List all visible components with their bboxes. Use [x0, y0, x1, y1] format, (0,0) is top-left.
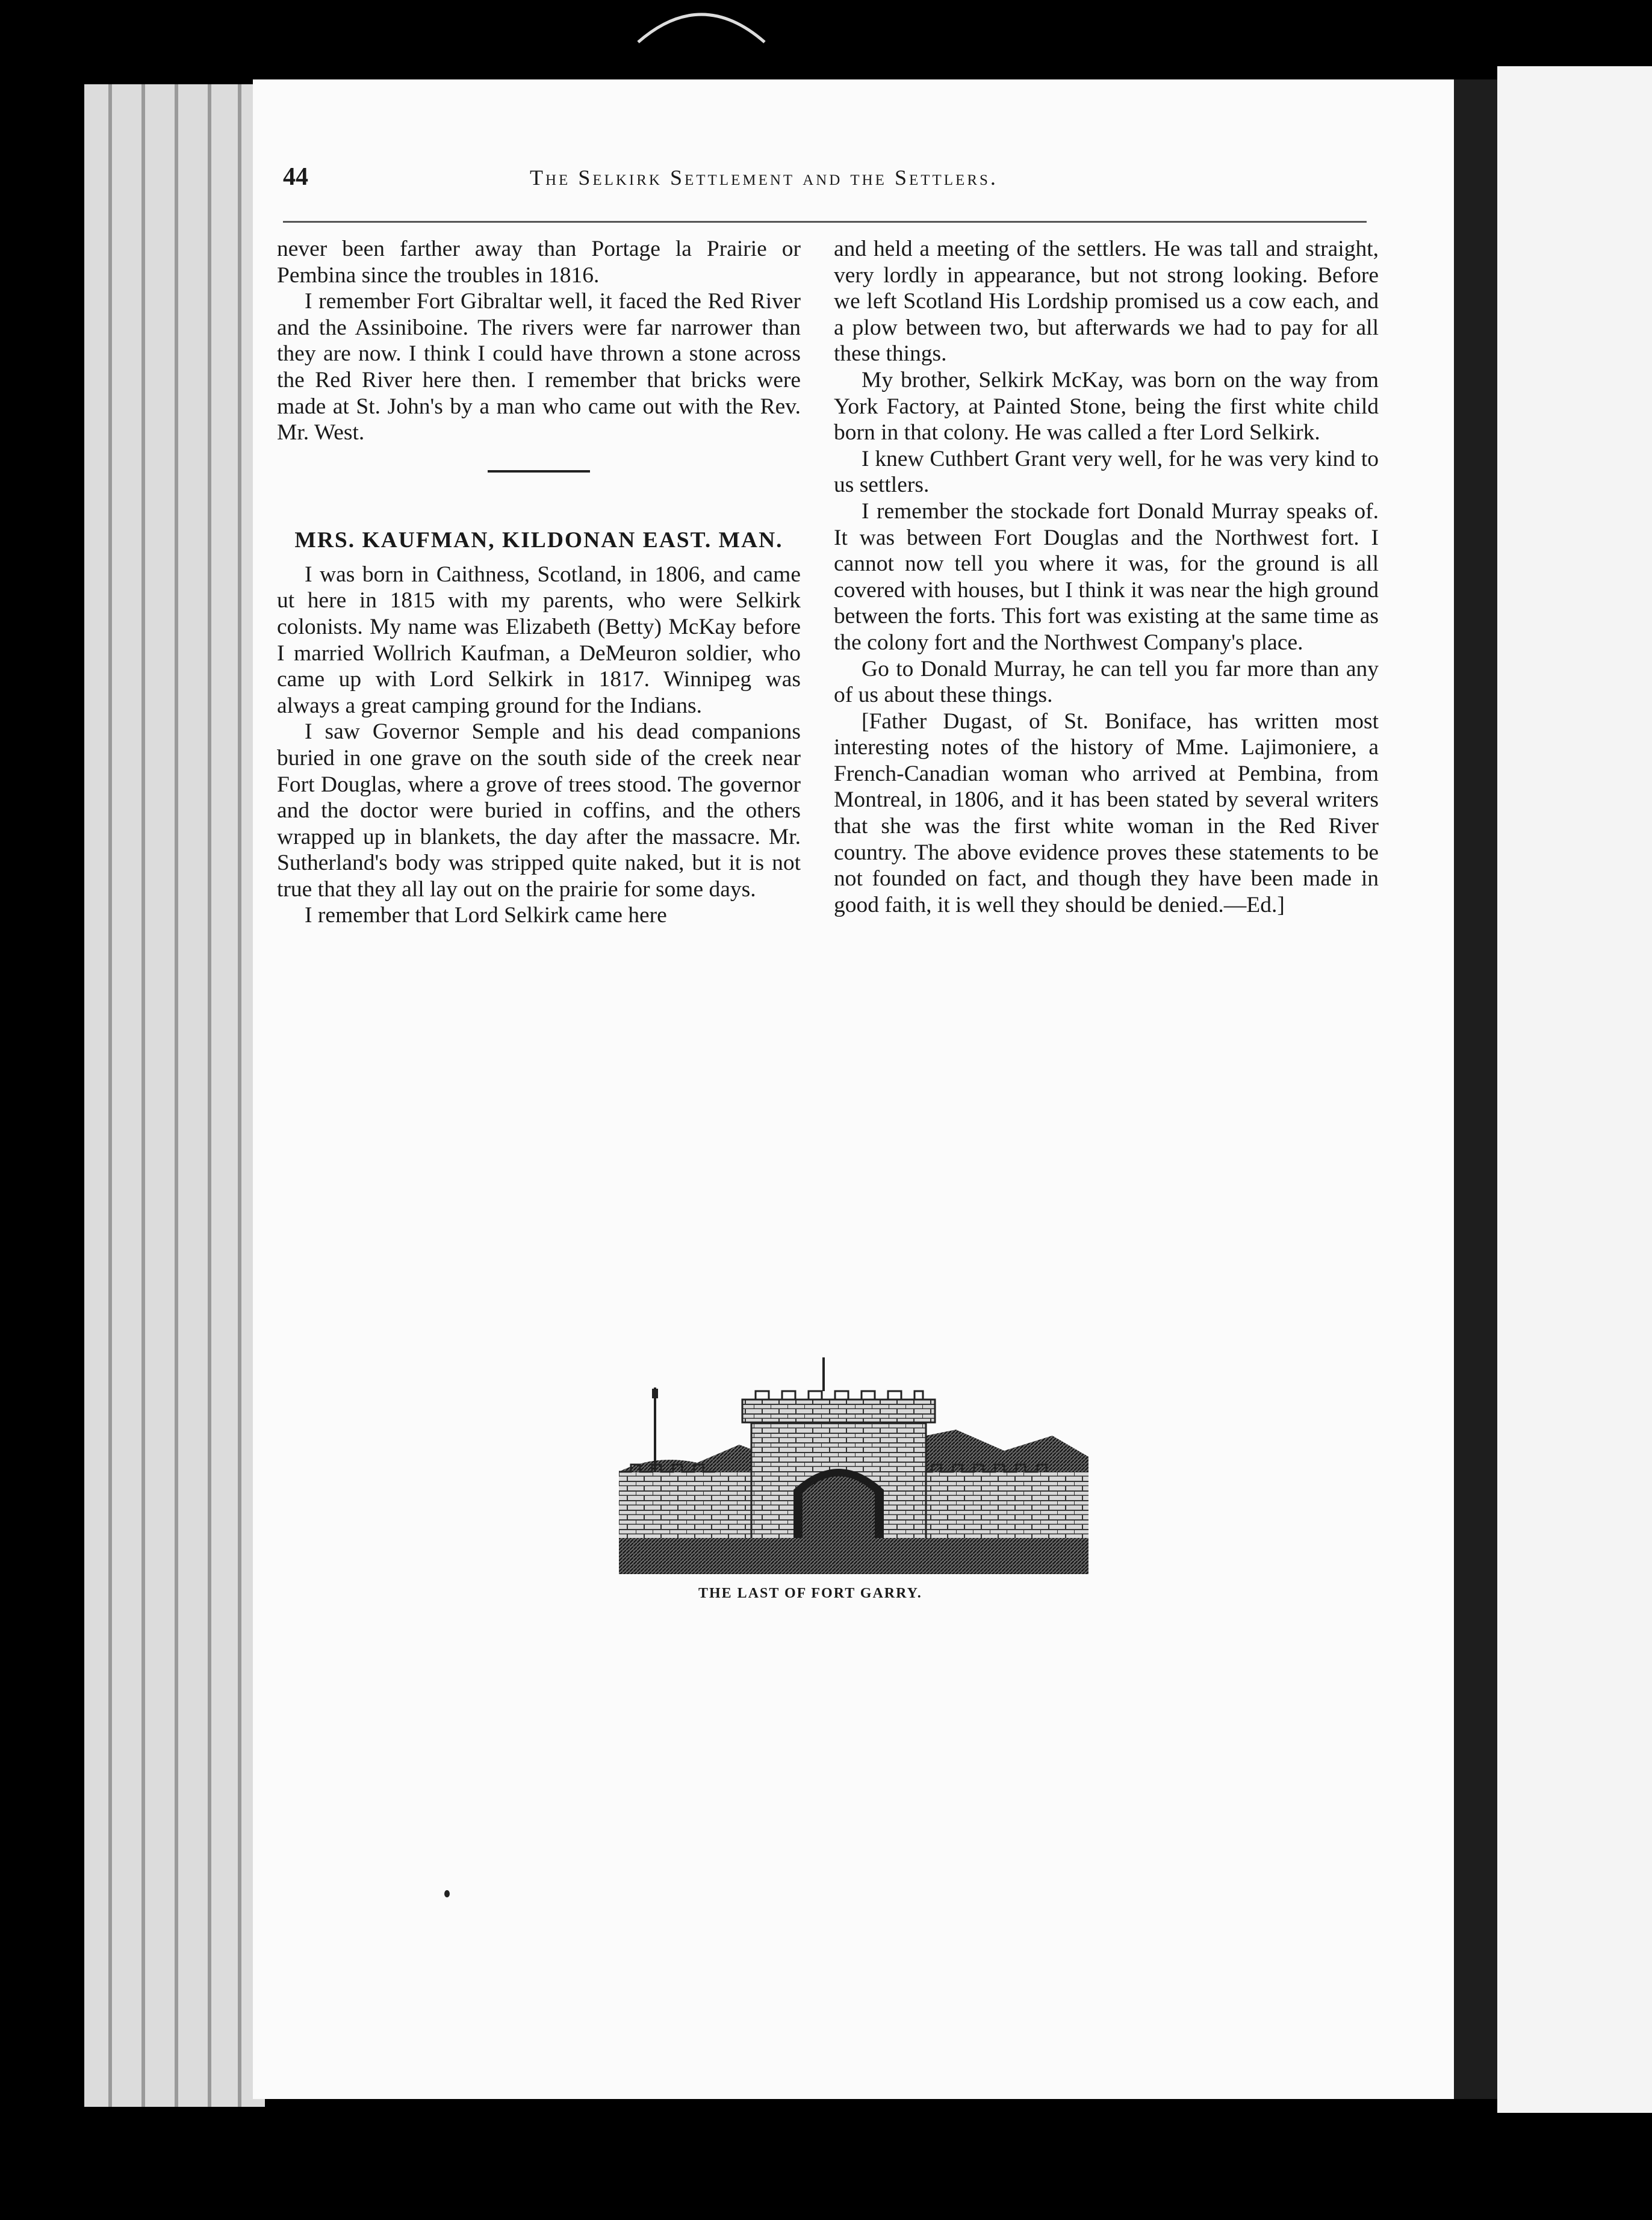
page-stack-edges — [84, 84, 265, 2107]
paragraph: Go to Donald Murray, he can tell you far more than any of us about these things. — [834, 656, 1379, 708]
ink-speck — [444, 1890, 450, 1897]
paragraph: My brother, Selkirk McKay, was born on the way from York Factory, at Painted Stone, being the first white child born in that colony. He was called a fter Lord Selkirk. — [834, 367, 1379, 445]
paragraph: I remember Fort Gibraltar well, it faced the Red River and the Assiniboine. The rivers were far narrower than they are now. I think I could have thrown a stone across the Red River here then. I remember that bricks were made at St. John's by a man who came out with the Rev. Mr. West. — [277, 289, 801, 445]
page-header — [283, 163, 1108, 199]
left-column — [277, 236, 801, 929]
paragraph: I remember the stockade fort Donald Murray speaks of. It was between Fort Douglas and the Northwest fort. I cannot now tell you where it was, for the ground is all covered with houses, but I think it was near the high ground between the forts. This fort was existing at the same time as the colony fort and the Northwest Company's place. — [834, 498, 1379, 655]
running-head: The Selkirk Settlement and the Settlers. — [530, 166, 998, 190]
header-rule — [283, 221, 1367, 223]
paragraph: I was born in Caithness, Scotland, in 1806, and came ut here in 1815 with my parents, who were Selkirk colonists. My name was Elizabeth (Betty) McKay before I married Wollrich Kaufman, a DeMeuron soldier, who came up with Lord Selkirk in 1817. Winnipeg was always a great camping ground for the Indians. — [277, 562, 801, 718]
section-separator — [488, 470, 590, 473]
figure-caption: THE LAST OF FORT GARRY. — [698, 1586, 922, 1601]
paragraph: I knew Cuthbert Grant very well, for he was very kind to us settlers. — [834, 446, 1379, 498]
page-number: 44 — [283, 163, 308, 191]
paragraph: and held a meeting of the settlers. He was tall and straight, very lordly in appearance, but not strong looking. Before we left Scotland His Lordship promised us a cow each, and a plow between two, but afterwards we had to pay for all these things. — [834, 237, 1379, 367]
paragraph: I saw Governor Semple and his dead companions buried in one grave on the south side of the creek near Fort Douglas, where a grove of trees stood. The governor and the doctor were buried in coffins, and the others wrapped up in blankets, the day after the massacre. Mr. Sutherland's body was stripped quite naked, but it is not true that they all lay out on the prairie for some days. — [277, 719, 801, 902]
paragraph: never been farther away than Portage la Prairie or Pembina since the troubles in 1816. — [277, 237, 801, 288]
paragraph: I remember that Lord Selkirk came here — [305, 903, 667, 928]
binder-clip-icon — [632, 5, 771, 47]
facing-page-edge — [1497, 66, 1652, 2113]
fort-garry-illustration — [619, 1351, 1088, 1580]
page-gutter-shadow — [1454, 79, 1497, 2099]
editor-note: [Father Dugast, of St. Boniface, has written most interesting notes of the history of Mme. Lajimoniere, a French-Canadian woman who arrived at Pembina, from Montreal, in 1806, and it has been stated by several writers that she was the first white woman in the Red River country. The above evidence proves these statements to be not founded on fact, and though they have been made in good faith, it is well they should be denied.—Ed.] — [834, 708, 1379, 917]
section-heading: MRS. KAUFMAN, KILDONAN EAST. MAN. — [294, 527, 783, 553]
right-column — [834, 236, 1379, 918]
